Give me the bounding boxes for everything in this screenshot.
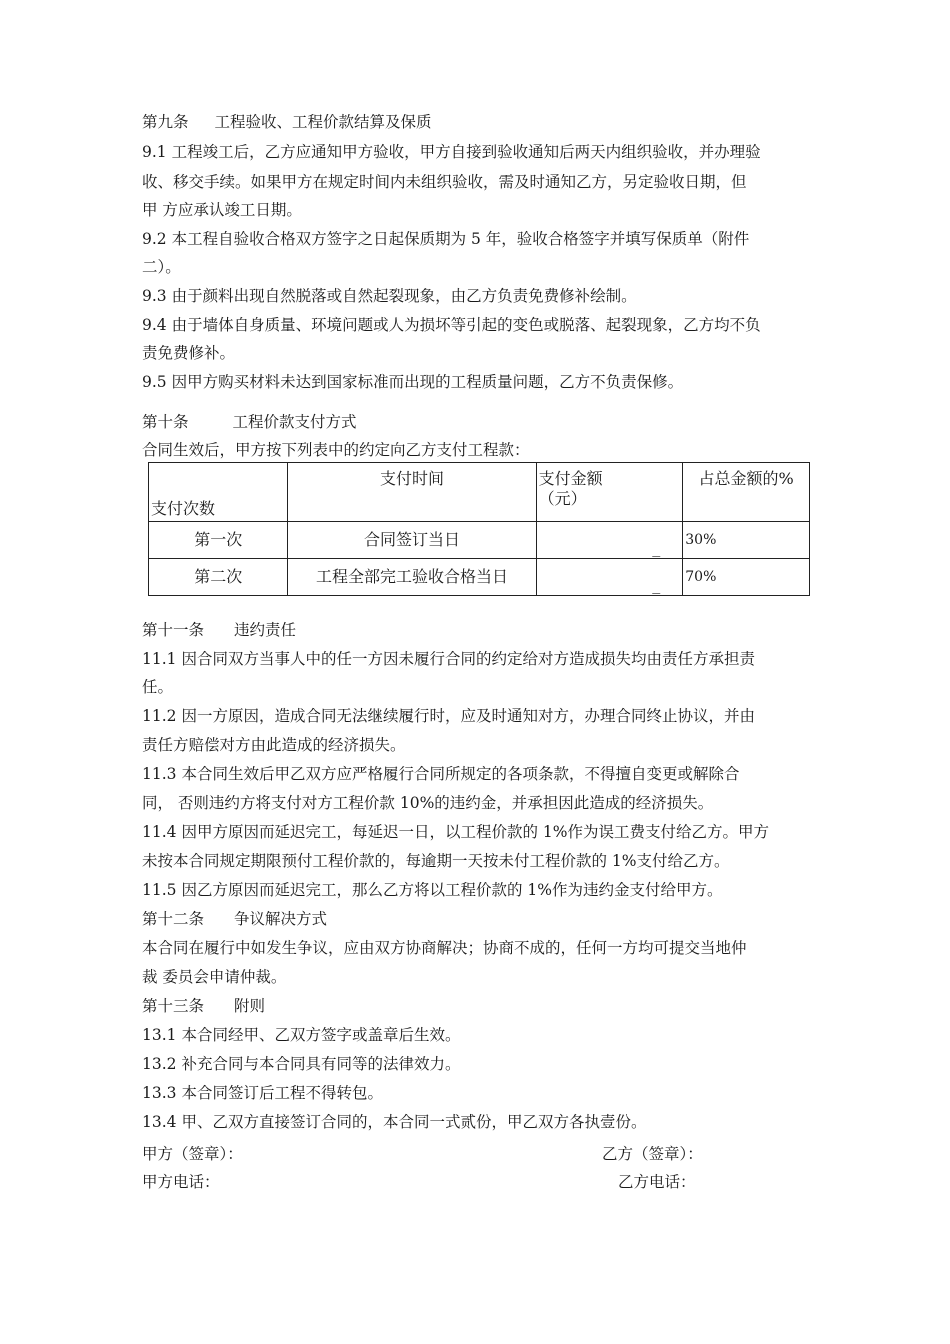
article-12-title: 争议解决方式 xyxy=(234,910,328,928)
article-11-line: 未按本合同规定期限预付工程价款的，每逾期一天按未付工程价款的 1%支付给乙方。 xyxy=(142,852,730,870)
header-payment-count: 支付次数 xyxy=(149,463,288,522)
article-13-line: 13.1 本合同经甲、乙双方签字或盖章后生效。 xyxy=(142,1026,461,1044)
article-11-line: 责任方赔偿对方由此造成的经济损失。 xyxy=(142,736,406,754)
payment-table xyxy=(148,462,810,596)
table-row xyxy=(149,522,810,559)
article-11-line: 11.2 因一方原因，造成合同无法继续履行时，应及时通知对方，办理合同终止协议，并由 xyxy=(142,707,755,725)
payment-table-header xyxy=(149,463,810,522)
cell-percent: 70% xyxy=(683,559,810,596)
article-11-line: 任。 xyxy=(142,678,174,696)
cell-percent: 30% xyxy=(683,522,810,559)
article-10-heading xyxy=(142,412,822,432)
article-9-title: 工程验收、工程价款结算及保质 xyxy=(214,113,432,131)
article-13-title: 附则 xyxy=(234,997,266,1015)
header-payment-time: 支付时间 xyxy=(288,463,536,522)
article-9-line: 9.5 因甲方购买材料未达到国家标准而出现的工程质量问题，乙方不负责保修。 xyxy=(142,373,684,391)
article-13-line: 13.3 本合同签订后工程不得转包。 xyxy=(142,1084,383,1102)
table-row xyxy=(149,559,810,596)
article-13-line: 13.4 甲、乙双方直接签订合同的，本合同一式贰份，甲乙双方各执壹份。 xyxy=(142,1113,647,1131)
article-9-line: 甲 方应承认竣工日期。 xyxy=(142,201,302,219)
article-9-number: 第九条 xyxy=(142,113,189,131)
article-11-line: 11.5 因乙方原因而延迟完工，那么乙方将以工程价款的 1%作为违约金支付给甲方。 xyxy=(142,881,723,899)
article-12-number: 第十二条 xyxy=(142,910,205,928)
article-12-line: 本合同在履行中如发生争议，应由双方协商解决；协商不成的，任何一方均可提交当地仲 xyxy=(142,939,747,957)
article-12-heading xyxy=(142,909,822,929)
cell-payment-count: 第一次 xyxy=(149,522,288,559)
party-b-phone-label: 乙方电话： xyxy=(618,1173,696,1191)
header-percent-of-total: 占总金额的% xyxy=(683,463,810,522)
cell-payment-amount: _ xyxy=(536,522,683,559)
cell-payment-count: 第二次 xyxy=(149,559,288,596)
article-9-line: 收、移交手续。如果甲方在规定时间内未组织验收，需及时通知乙方，另定验收日期，但 xyxy=(142,173,747,191)
article-11-line: 11.1 因合同双方当事人中的任一方因未履行合同的约定给对方造成损失均由责任方承担责 xyxy=(142,650,755,668)
article-9-line: 责免费修补。 xyxy=(142,344,236,362)
article-9-line: 9.3 由于颜料出现自然脱落或自然起裂现象，由乙方负责免费修补绘制。 xyxy=(142,287,637,305)
header-payment-amount-line1: 支付金额 xyxy=(538,469,603,488)
party-a-phone-label: 甲方电话： xyxy=(142,1173,220,1191)
article-9-line: 9.1 工程竣工后，乙方应通知甲方验收，甲方自接到验收通知后两天内组织验收，并办理验 xyxy=(142,143,761,161)
article-11-line: 11.4 因甲方原因而延迟完工，每延迟一日，以工程价款的 1%作为误工费支付给乙方。甲方 xyxy=(142,823,769,841)
article-11-heading xyxy=(142,620,822,640)
article-11-number: 第十一条 xyxy=(142,621,205,639)
article-11-title: 违约责任 xyxy=(234,621,297,639)
header-payment-amount xyxy=(536,463,683,522)
article-9-line: 9.2 本工程自验收合格双方签字之日起保质期为 5 年，验收合格签字并填写保质单（附件 xyxy=(142,230,750,248)
article-13-heading xyxy=(142,996,822,1016)
cell-payment-time: 合同签订当日 xyxy=(288,522,536,559)
article-9-line: 二）。 xyxy=(142,258,181,276)
article-10-title: 工程价款支付方式 xyxy=(232,413,357,431)
header-payment-amount-line2: （元） xyxy=(538,489,587,508)
article-11-line: 11.3 本合同生效后甲乙双方应严格履行合同所规定的各项条款，不得擅自变更或解除合 xyxy=(142,765,740,783)
article-10-number: 第十条 xyxy=(142,413,189,431)
cell-payment-time: 工程全部完工验收合格当日 xyxy=(288,559,536,596)
party-a-seal-label: 甲方（签章）： xyxy=(142,1145,243,1163)
article-13-line: 13.2 补充合同与本合同具有同等的法律效力。 xyxy=(142,1055,461,1073)
party-b-seal-label: 乙方（签章）： xyxy=(602,1145,703,1163)
article-13-number: 第十三条 xyxy=(142,997,205,1015)
article-9-heading xyxy=(142,112,822,132)
article-10-intro: 合同生效后，甲方按下列表中的约定向乙方支付工程款： xyxy=(142,441,530,459)
article-9-line: 9.4 由于墙体自身质量、环境问题或人为损坏等引起的变色或脱落、起裂现象，乙方均不负 xyxy=(142,316,761,334)
article-12-line: 裁 委员会申请仲裁。 xyxy=(142,968,287,986)
article-11-line: 同， 否则违约方将支付对方工程价款 10%的违约金，并承担因此造成的经济损失。 xyxy=(142,794,714,812)
cell-payment-amount: _ xyxy=(536,559,683,596)
